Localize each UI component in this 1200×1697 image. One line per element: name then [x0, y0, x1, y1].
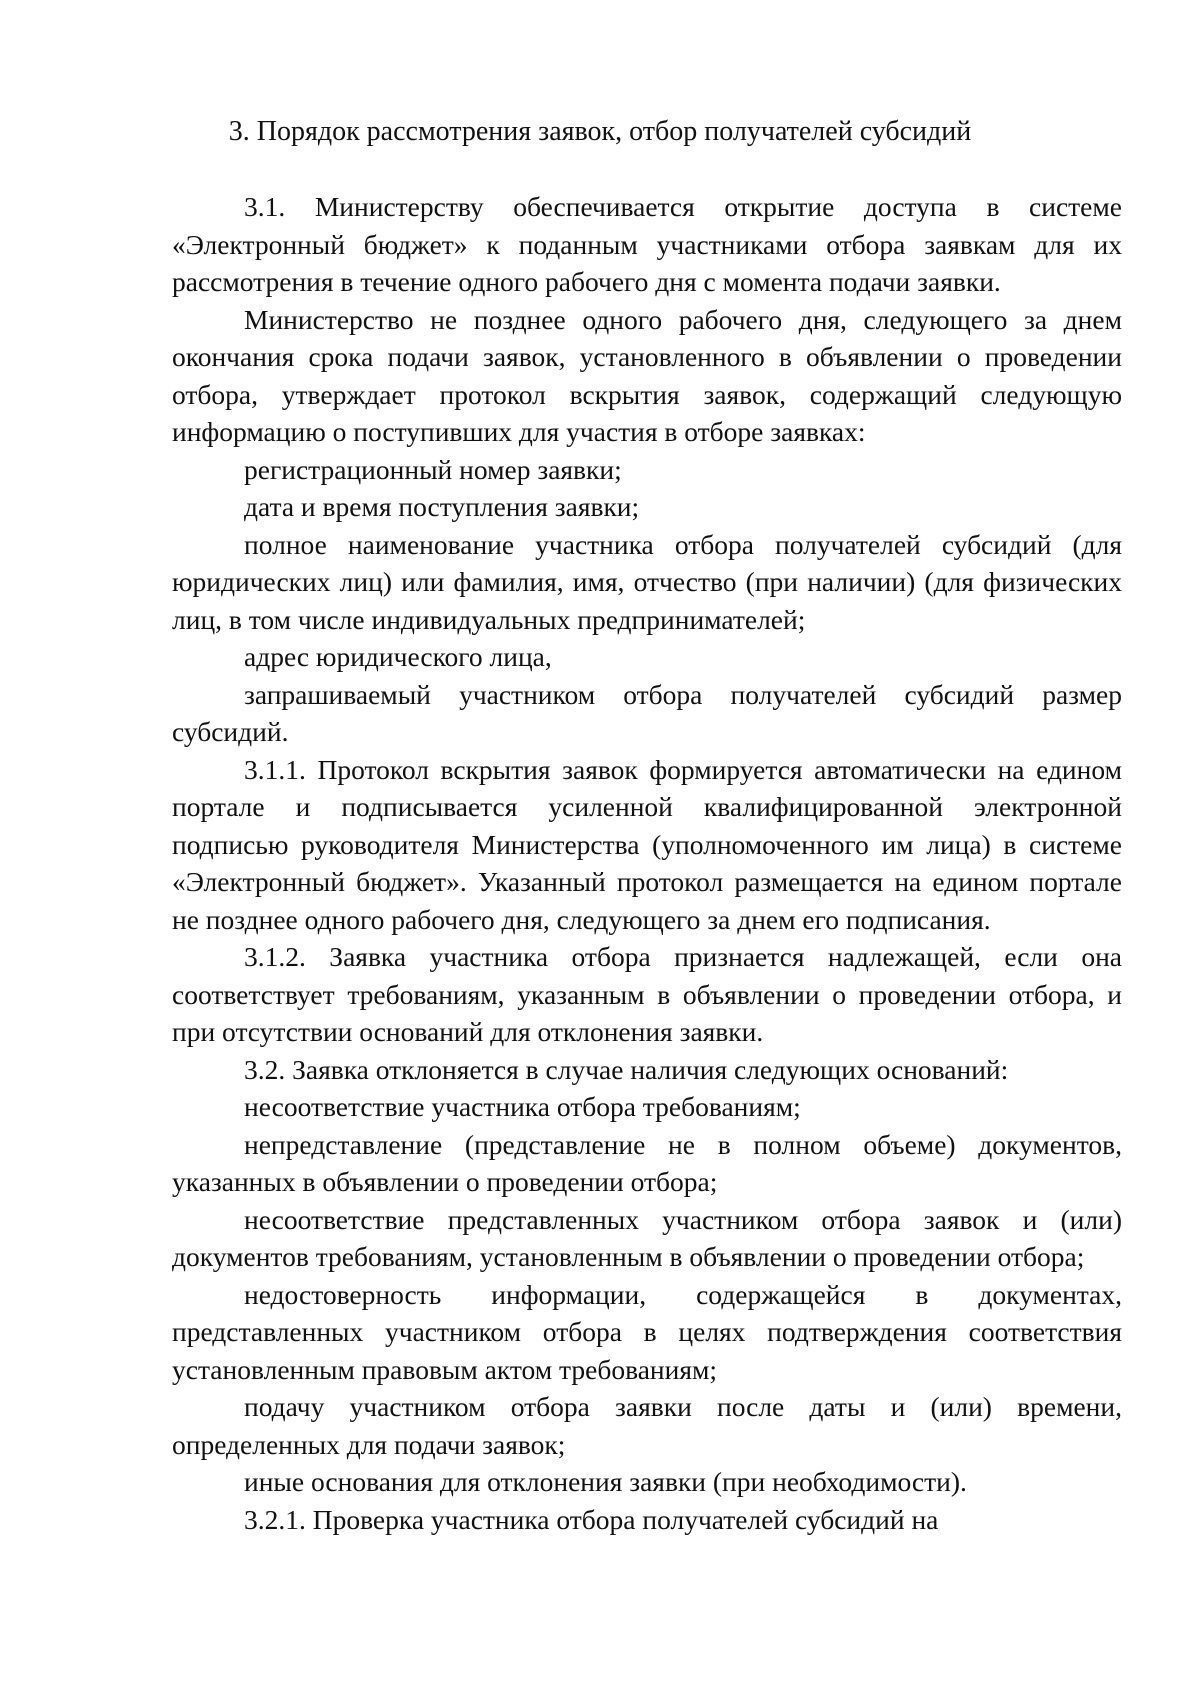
paragraph-3-1-2: 3.1.2. Заявка участника отбора признается надлежащей, если она соответствует требованиям, указанным в объявлении о проведении отбора, и при отсутствии оснований для отклонения заявки.	[172, 941, 1122, 1047]
list-item-requested-amount: запрашиваемый участником отбора получателей субсидий размер субсидий.	[172, 678, 1122, 747]
list-item-documents-noncompliant: несоответствие представленных участником отбора заявок и (или) документов требованиям, установленным в объявлении о проведении отбора;	[172, 1203, 1122, 1272]
list-item-date-time: дата и время поступления заявки;	[244, 491, 640, 522]
list-item-registration-number: регистрационный номер заявки;	[244, 453, 622, 485]
list-item-legal-address: адрес юридического лица,	[244, 641, 552, 672]
document-body	[172, 188, 1122, 1538]
list-item-unreliable-info: недостоверность информации, содержащейся в документах, представленных участником отбора в целях подтверждения соответствия установленным правовым актом требованиям;	[172, 1278, 1122, 1385]
list-item-noncompliance: несоответствие участника отбора требованиям;	[244, 1091, 801, 1122]
list-item-full-name: полное наименование участника отбора получателей субсидий (для юридических лиц) или фамилия, имя, отчество (при наличии) (для физических лиц, в том числе индивидуальных предпринимателей;	[172, 528, 1122, 635]
list-item-late-submission: подачу участником отбора заявки после даты и (или) времени, определенных для подачи заявок;	[172, 1391, 1122, 1460]
list-item-documents-missing: непредставление (представление не в полном объеме) документов, указанных в объявлении о проведении отбора;	[172, 1128, 1122, 1197]
section-heading: 3. Порядок рассмотрения заявок, отбор получателей субсидий	[228, 116, 972, 147]
paragraph-3-2-1: 3.2.1. Проверка участника отбора получателей субсидий на	[244, 1503, 939, 1535]
paragraph-3-1: 3.1. Министерству обеспечивается открытие доступа в системе «Электронный бюджет» к поданным участниками отбора заявкам для их рассмотрения в течение одного рабочего дня с момента подачи заявки.	[172, 191, 1122, 297]
paragraph-3-1-1: 3.1.1. Протокол вскрытия заявок формируется автоматически на едином портале и подписывается усиленной квалифицированной электронной подписью руководителя Министерства (уполномоченного им лица) в системе «Электронный бюджет». Указанный протокол размещается на едином портале не позднее одного рабочего дня, следующего за днем его подписания.	[172, 753, 1122, 935]
paragraph-3-2: 3.2. Заявка отклоняется в случае наличия следующих оснований:	[244, 1053, 1009, 1085]
paragraph-ministry-protocol: Министерство не позднее одного рабочего дня, следующего за днем окончания срока подачи заявок, установленного в объявлении о проведении отбора, утверждает протокол вскрытия заявок, содержащий следующую информацию о поступивших для участия в отборе заявках:	[172, 303, 1122, 447]
list-item-other-grounds: иные основания для отклонения заявки (при необходимости).	[244, 1466, 967, 1497]
